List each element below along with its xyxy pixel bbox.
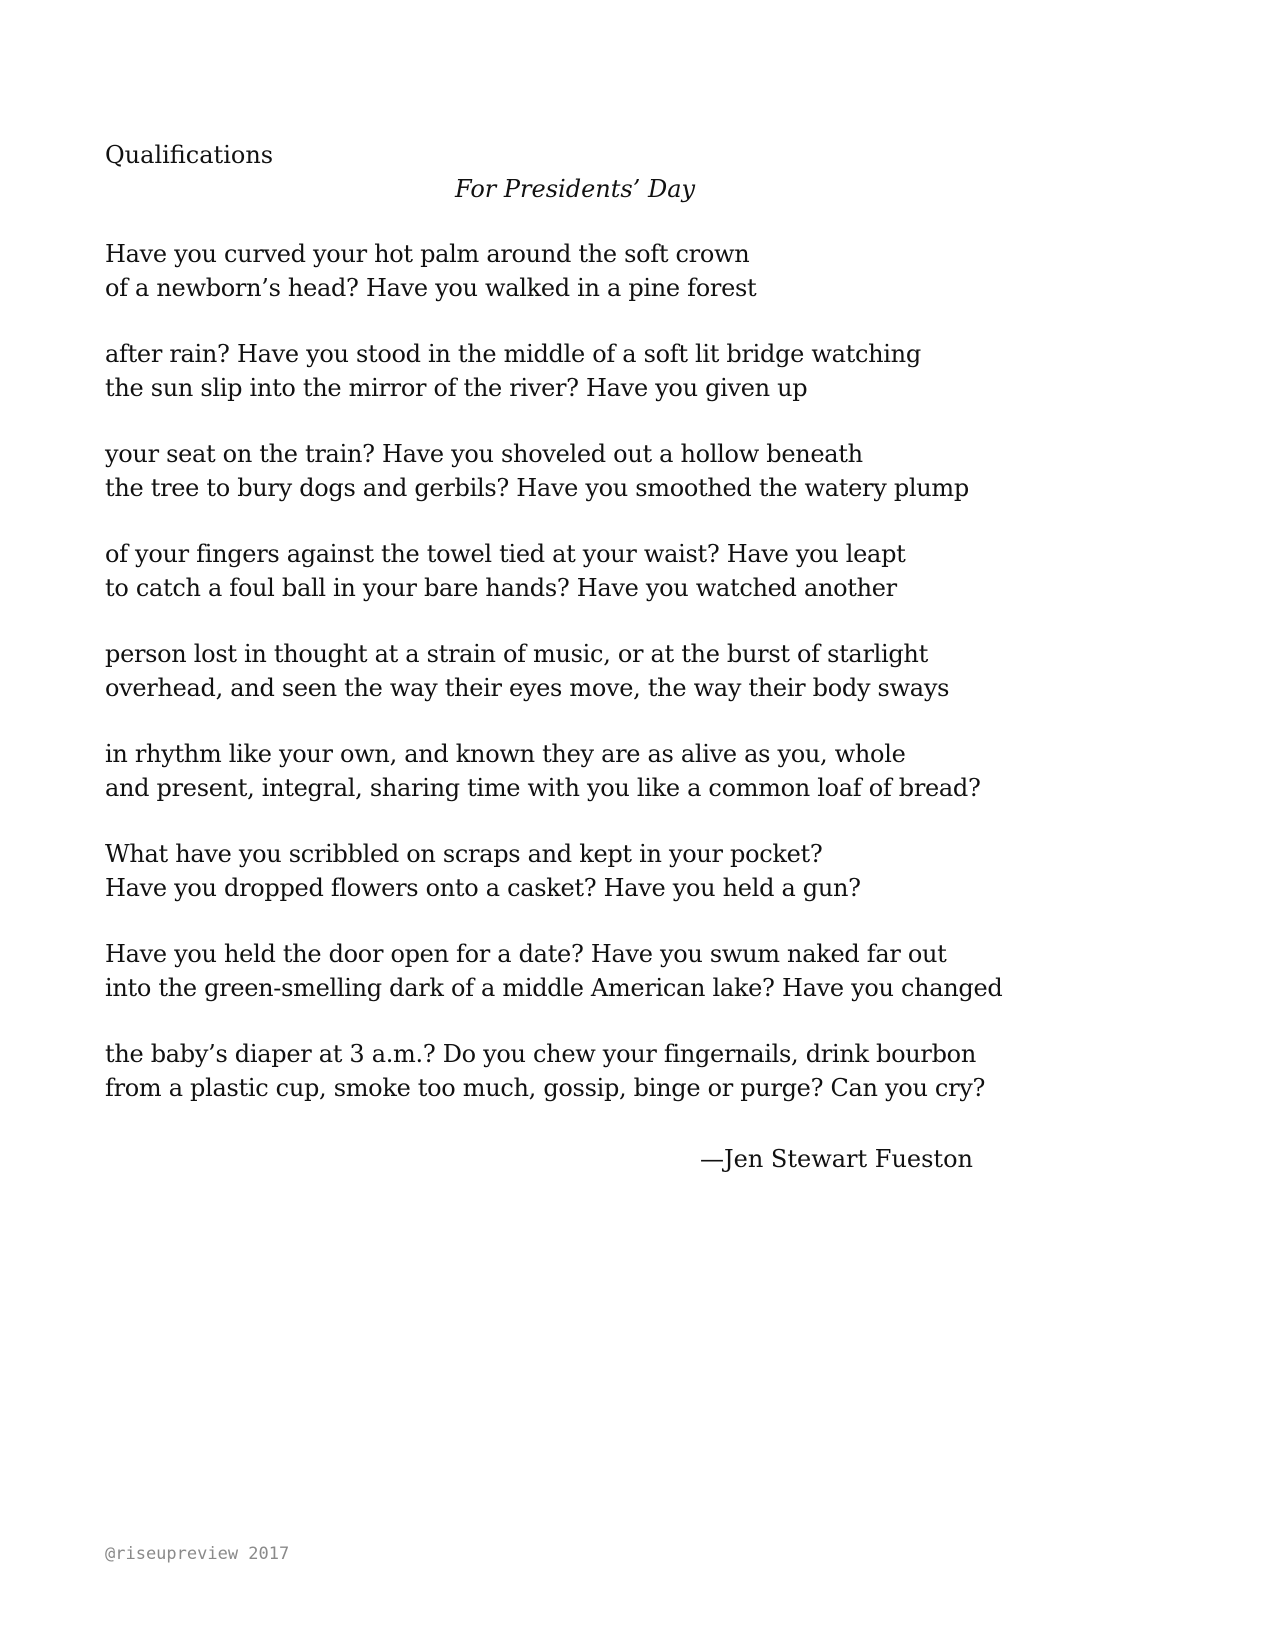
stanza-8 (105, 938, 1245, 1005)
poem-line: and present, integral, sharing time with you like a common loaf of bread? (105, 773, 981, 802)
poem-line: after rain? Have you stood in the middle of a soft lit bridge watching (105, 340, 921, 368)
stanza-5 (105, 638, 1245, 705)
poem-line: of a newborn’s head? Have you walked in a pine forest (105, 273, 757, 302)
stanza-3 (105, 438, 1245, 505)
stanza-2 (105, 338, 1245, 405)
stanza-6 (105, 738, 1245, 805)
stanza-4 (105, 538, 1245, 605)
poem-line: overhead, and seen the way their eyes move, the way their body sways (105, 673, 950, 702)
poem-line: person lost in thought at a strain of music, or at the burst of starlight (105, 640, 928, 668)
stanza-7 (105, 838, 1245, 905)
poem-title: Qualifications (105, 141, 274, 169)
poem-line: in rhythm like your own, and known they are as alive as you, whole (105, 740, 906, 768)
poem-line: Have you dropped flowers onto a casket? Have you held a gun? (105, 873, 861, 902)
poem-line: your seat on the train? Have you shoveled out a hollow beneath (105, 440, 863, 468)
poem-line: Have you held the door open for a date? Have you swum naked far out (105, 940, 947, 968)
stanza-9 (105, 1038, 1245, 1105)
poem-line: the baby’s diaper at 3 a.m.? Do you chew your fingernails, drink bourbon (105, 1040, 976, 1068)
poem-line: from a plastic cup, smoke too much, gossip, binge or purge? Can you cry? (105, 1073, 986, 1102)
stanza-1 (105, 238, 1245, 305)
poem-line: What have you scribbled on scraps and kept in your pocket? (105, 840, 823, 868)
footer-copyright: @riseupreview 2017 (105, 1544, 290, 1564)
poem-line: to catch a foul ball in your bare hands? Have you watched another (105, 573, 897, 602)
poem-line: of your fingers against the towel tied at your waist? Have you leapt (105, 540, 906, 568)
poem-line: the tree to bury dogs and gerbils? Have you smoothed the watery plump (105, 473, 969, 502)
poem-line: Have you curved your hot palm around the soft crown (105, 240, 750, 268)
poem-dedication: For Presidents’ Day (455, 175, 696, 203)
poem-body (105, 238, 1245, 1138)
poem-line: the sun slip into the mirror of the river? Have you given up (105, 373, 808, 402)
poem-attribution: —Jen Stewart Fueston (700, 1145, 973, 1173)
poem-line: into the green-smelling dark of a middle American lake? Have you changed (105, 973, 1003, 1002)
